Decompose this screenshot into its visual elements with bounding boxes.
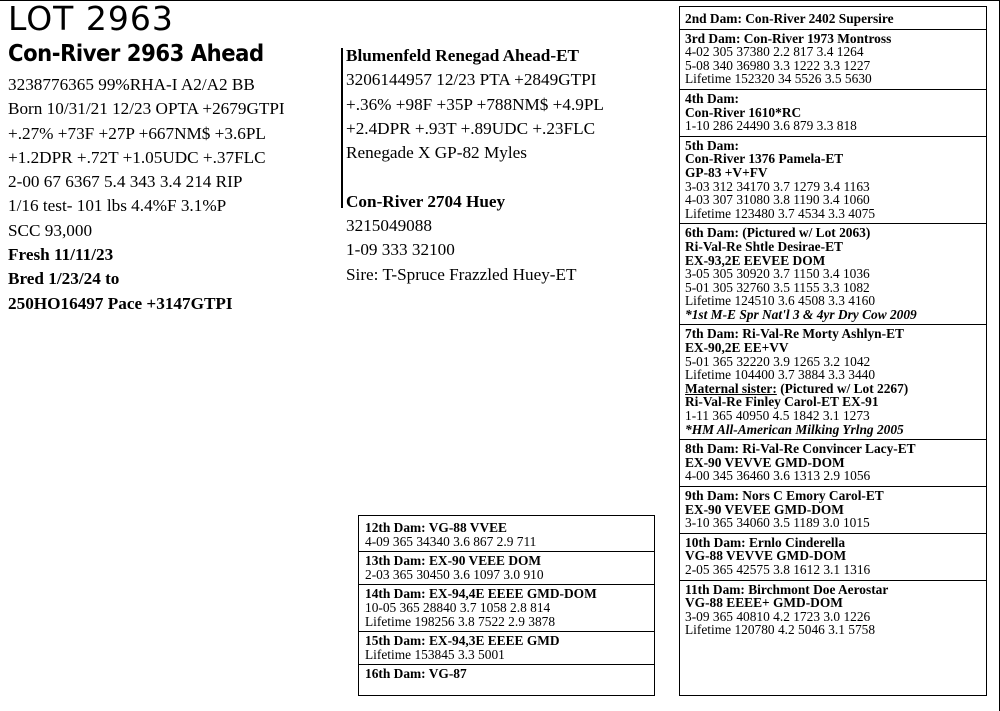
dam-15th	[359, 632, 654, 665]
dam-record: 3-10 365 34060 3.5 1189 3.0 1015	[685, 515, 870, 531]
dam-line: Sire: T-Spruce Frazzled Huey-ET	[346, 264, 577, 284]
dam-title: 14th Dam: EX-94,4E EEEE GMD-DOM	[365, 586, 597, 602]
maternal-sister-heading	[685, 382, 986, 396]
dam-title: 16th Dam: VG-87	[365, 666, 467, 682]
dam-title: 6th Dam: (Pictured w/ Lot 2063)	[685, 225, 871, 241]
dam-11th	[680, 581, 986, 640]
animal-name: Con-River 2963 Ahead	[8, 41, 264, 67]
dam-record: 3-05 305 30920 3.7 1150 3.4 1036	[685, 266, 870, 282]
dam-record: Lifetime 123480 3.7 4534 3.3 4075	[685, 205, 876, 221]
dam-record: 3-09 365 40810 4.2 1723 3.0 1226	[685, 608, 871, 624]
maternal-sister-name: Ri-Val-Re Finley Carol-ET EX-91	[685, 394, 879, 410]
fresh-date: Fresh 11/11/23	[8, 245, 114, 265]
dam-14th	[359, 585, 654, 632]
dam-record: 4-00 345 36460 3.6 1313 2.9 1056	[685, 468, 871, 484]
animal-record-line: 2-00 67 6367 5.4 343 3.4 214 RIP	[8, 172, 243, 192]
dam-award-note: *HM All-American Milking Yrlng 2005	[685, 421, 904, 437]
bred-date: Bred 1/23/24 to	[8, 269, 120, 289]
dam-classification: EX-90,2E EE+VV	[685, 340, 789, 356]
dam-9th	[680, 487, 986, 534]
dam-4th	[680, 90, 986, 137]
dam-7th	[680, 325, 986, 440]
maternal-sister-record: 1-11 365 40950 4.5 1842 3.1 1273	[685, 408, 870, 424]
dam-classification: VG-88 VEVVE GMD-DOM	[685, 548, 847, 564]
dam-5th	[680, 137, 986, 225]
dam-record: 5-08 340 36980 3.3 1222 3.3 1227	[685, 57, 871, 73]
dam-title: 4th Dam:	[685, 90, 739, 106]
dam-classification: EX-93,2E EEVEE DOM	[685, 252, 826, 268]
animal-genomic-line-1: +.27% +73F +27P +667NM$ +3.6PL	[8, 123, 266, 143]
dam-name: Con-River 1376 Pamela-ET	[685, 151, 844, 167]
spacer	[346, 165, 604, 189]
lot-number: LOT 2963	[8, 0, 174, 38]
sire-line: +.36% +98F +35P +788NM$ +4.9PL	[346, 94, 604, 114]
dam-classification: EX-90 VEVEE GMD-DOM	[685, 501, 844, 517]
dam-title: 5th Dam:	[685, 137, 739, 153]
service-sire: 250HO16497 Pace +3147GTPI	[8, 293, 233, 313]
sire-name: Blumenfeld Renegad Ahead-ET	[346, 46, 580, 65]
dam-name: Ri-Val-Re Shtle Desirae-ET	[685, 238, 843, 254]
animal-scc-line: SCC 93,000	[8, 220, 93, 240]
dam-classification: GP-83 +V+FV	[685, 164, 768, 180]
dam-12th	[359, 519, 654, 552]
dam-record: 5-01 365 32220 3.9 1265 3.2 1042	[685, 353, 871, 369]
dam-name: Con-River 2704 Huey	[346, 191, 506, 211]
dam-record: Lifetime 124510 3.6 4508 3.3 4160	[685, 293, 876, 309]
dam-record: 10-05 365 28840 3.7 1058 2.8 814	[365, 599, 551, 615]
maternal-sister-label: Maternal sister:	[685, 380, 777, 396]
dam-name: Con-River 1610*RC	[685, 104, 802, 120]
dam-record: 4-09 365 34340 3.6 867 2.9 711	[365, 533, 537, 549]
dam-record: 2-05 365 42575 3.8 1612 3.1 1316	[685, 561, 871, 577]
dam-record: Lifetime 120780 4.2 5046 3.1 5758	[685, 622, 876, 638]
dam-record: 1-10 286 24490 3.6 879 3.3 818	[685, 118, 857, 134]
dam-record: Lifetime 153845 3.3 5001	[365, 646, 505, 662]
maternal-sister-suffix: (Pictured w/ Lot 2267)	[776, 380, 909, 396]
parents-section	[346, 44, 604, 287]
animal-birth-line: Born 10/31/21 12/23 OPTA +2679GTPI	[8, 99, 285, 119]
deep-pedigree-box	[358, 515, 655, 696]
dam-record: Lifetime 104400 3.7 3884 3.3 3440	[685, 367, 876, 383]
dam-16th	[359, 665, 654, 684]
dam-13th	[359, 552, 654, 585]
dam-10th	[680, 534, 986, 581]
dam-3rd	[680, 30, 986, 90]
dam-classification: EX-90 VEVVE GMD-DOM	[685, 454, 845, 470]
dam-title: 10th Dam: Ernlo Cinderella	[685, 534, 846, 550]
animal-test-line: 1/16 test- 101 lbs 4.4%F 3.1%P	[8, 196, 227, 216]
dam-title: 9th Dam: Nors C Emory Carol-ET	[685, 488, 884, 503]
dam-title: 7th Dam: Ri-Val-Re Morty Ashlyn-ET	[685, 326, 904, 342]
sire-line: +2.4DPR +.93T +.89UDC +.23FLC	[346, 118, 596, 138]
animal-genomic-line-2: +1.2DPR +.72T +1.05UDC +.37FLC	[8, 147, 266, 167]
animal-details	[8, 73, 285, 316]
dam-record: Lifetime 152320 34 5526 3.5 5630	[685, 71, 872, 87]
dam-title: 12th Dam: VG-88 VVEE	[365, 520, 507, 535]
dam-record: 3-03 312 34170 3.7 1279 3.4 1163	[685, 178, 870, 194]
dam-record: Lifetime 198256 3.8 7522 2.9 3878	[365, 613, 556, 629]
sire-line: Renegade X GP-82 Myles	[346, 143, 527, 163]
pedigree-bracket	[341, 48, 343, 208]
dam-classification: VG-88 EEEE+ GMD-DOM	[685, 595, 843, 611]
dam-record: 4-02 305 37380 2.2 817 3.4 1264	[685, 44, 864, 60]
dam-title: 11th Dam: Birchmont Doe Aerostar	[685, 581, 889, 597]
dam-title: 2nd Dam: Con-River 2402 Supersire	[685, 11, 894, 26]
dam-title: 15th Dam: EX-94,3E EEEE GMD	[365, 633, 560, 649]
dam-title: 13th Dam: EX-90 VEEE DOM	[365, 553, 542, 569]
dam-title: 3rd Dam: Con-River 1973 Montross	[685, 30, 892, 46]
dam-2nd	[680, 10, 986, 30]
dam-line: 1-09 333 32100	[346, 240, 455, 260]
dam-record: 2-03 365 30450 3.6 1097 3.0 910	[365, 566, 544, 582]
maternal-pedigree-box	[679, 6, 987, 696]
dam-line: 3215049088	[346, 216, 432, 236]
dam-record: 5-01 305 32760 3.5 1155 3.3 1082	[685, 279, 870, 295]
animal-id-line: 3238776365 99%RHA-I A2/A2 BB	[8, 75, 255, 94]
dam-award-note: *1st M-E Spr Nat'l 3 & 4yr Dry Cow 2009	[685, 306, 917, 322]
dam-8th	[680, 440, 986, 487]
dam-record: 4-03 307 31080 3.8 1190 3.4 1060	[685, 192, 870, 208]
sire-line: 3206144957 12/23 PTA +2849GTPI	[346, 70, 597, 90]
dam-title: 8th Dam: Ri-Val-Re Convincer Lacy-ET	[685, 441, 916, 457]
dam-6th	[680, 224, 986, 325]
